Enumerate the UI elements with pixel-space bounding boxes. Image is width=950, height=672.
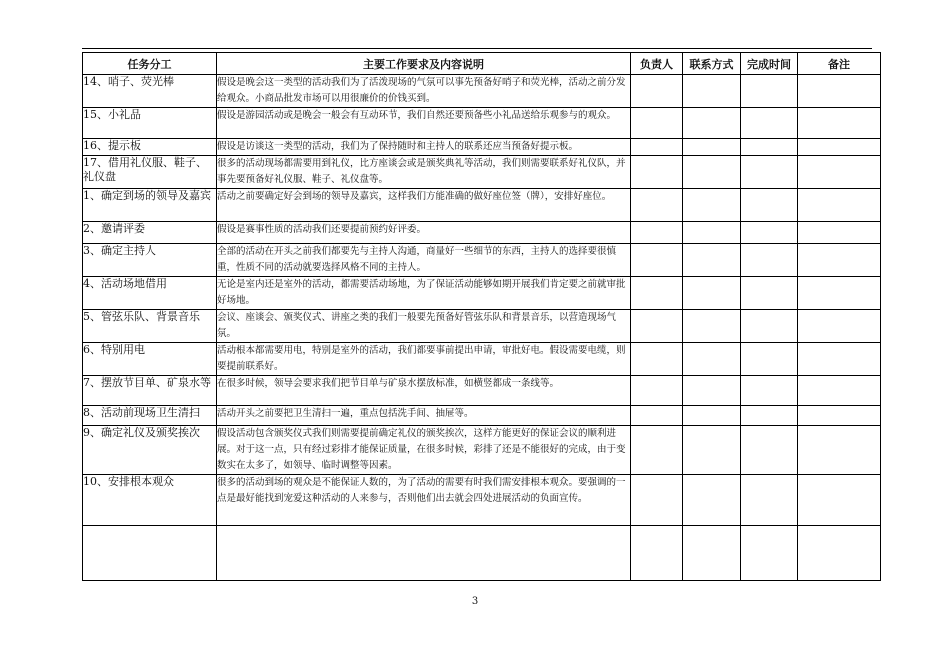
contact-cell <box>683 343 741 376</box>
description-cell: 假设是游园活动或是晚会一般会有互动环节，我们自然还要预备些小礼品送给乐观参与的观众。 <box>217 108 631 139</box>
task-cell: 5、管弦乐队、背景音乐 <box>83 310 217 343</box>
task-cell: 9、确定礼仪及颁奖挨次 <box>83 426 217 475</box>
notes-cell <box>798 156 881 189</box>
task-cell: 16、提示板 <box>83 139 217 156</box>
header-owner: 负责人 <box>631 53 683 75</box>
contact-cell <box>683 310 741 343</box>
notes-cell <box>798 277 881 310</box>
notes-cell <box>798 343 881 376</box>
notes-cell <box>798 222 881 244</box>
contact-cell <box>683 222 741 244</box>
deadline-cell <box>741 376 798 406</box>
contact-cell <box>683 244 741 277</box>
deadline-cell <box>741 343 798 376</box>
task-cell: 10、安排根本观众 <box>83 475 217 526</box>
description-cell: 活动开头之前要把卫生清扫一遍，重点包括洗手间、抽屉等。 <box>217 406 631 426</box>
contact-cell <box>683 277 741 310</box>
task-table <box>82 52 881 581</box>
deadline-cell <box>741 108 798 139</box>
header-deadline: 完成时间 <box>741 53 798 75</box>
owner-cell <box>631 75 683 108</box>
owner-cell <box>631 189 683 222</box>
task-cell: 17、借用礼仪服、鞋子、礼仪盘 <box>83 156 217 189</box>
contact-cell <box>683 156 741 189</box>
owner-cell <box>631 343 683 376</box>
notes-cell <box>798 75 881 108</box>
task-cell: 1、确定到场的领导及嘉宾 <box>83 189 217 222</box>
deadline-cell <box>741 426 798 475</box>
deadline-cell <box>741 156 798 189</box>
header-notes: 备注 <box>798 53 881 75</box>
description-cell: 假设活动包含颁奖仪式我们则需要提前确定礼仪的颁奖挨次，这样方能更好的保证会议的顺利进展。对于这一点，只有经过彩排才能保证质量，在很多时候，彩排了还是不能很好的完成，由于变数实在太多了，如领导、临时调整等因素。 <box>217 426 631 475</box>
task-cell: 7、摆放节目单、矿泉水等 <box>83 376 217 406</box>
table-row <box>83 475 881 526</box>
deadline-cell <box>741 189 798 222</box>
notes-cell <box>798 406 881 426</box>
top-rule <box>82 48 872 49</box>
table-row <box>83 310 881 343</box>
owner-cell <box>631 108 683 139</box>
description-cell: 无论是室内还是室外的活动，都需要活动场地，为了保证活动能够如期开展我们肯定要之前就审批好场地。 <box>217 277 631 310</box>
table-row <box>83 244 881 277</box>
owner-cell <box>631 277 683 310</box>
table-row <box>83 75 881 108</box>
deadline-cell <box>741 406 798 426</box>
notes-cell <box>798 376 881 406</box>
owner-cell <box>631 244 683 277</box>
notes-cell <box>798 426 881 475</box>
task-cell: 8、活动前现场卫生清扫 <box>83 406 217 426</box>
table-row <box>83 139 881 156</box>
task-cell <box>83 526 217 581</box>
description-cell: 假设是访谈这一类型的活动，我们为了保持随时和主持人的联系还应当预备好提示板。 <box>217 139 631 156</box>
table-row <box>83 343 881 376</box>
table-row <box>83 189 881 222</box>
contact-cell <box>683 139 741 156</box>
header-task: 任务分工 <box>83 53 217 75</box>
table-row <box>83 406 881 426</box>
description-cell: 活动之前要确定好会到场的领导及嘉宾，这样我们方能准确的做好座位签（牌），安排好座位。 <box>217 189 631 222</box>
notes-cell <box>798 244 881 277</box>
owner-cell <box>631 376 683 406</box>
contact-cell <box>683 475 741 526</box>
task-cell: 3、确定主持人 <box>83 244 217 277</box>
contact-cell <box>683 108 741 139</box>
notes-cell <box>798 310 881 343</box>
description-cell: 假设是赛事性质的活动我们还要提前预约好评委。 <box>217 222 631 244</box>
deadline-cell <box>741 277 798 310</box>
notes-cell <box>798 139 881 156</box>
owner-cell <box>631 156 683 189</box>
header-row <box>83 53 881 75</box>
table-row <box>83 222 881 244</box>
description-cell: 全部的活动在开头之前我们都要先与主持人沟通，商量好一些细节的东西，主持人的选择要很慎重，性质不同的活动就要选择风格不同的主持人。 <box>217 244 631 277</box>
task-cell: 6、特别用电 <box>83 343 217 376</box>
task-cell: 15、小礼品 <box>83 108 217 139</box>
table-row <box>83 277 881 310</box>
task-cell: 4、活动场地借用 <box>83 277 217 310</box>
deadline-cell <box>741 310 798 343</box>
owner-cell <box>631 310 683 343</box>
contact-cell <box>683 376 741 406</box>
notes-cell <box>798 526 881 581</box>
deadline-cell <box>741 526 798 581</box>
description-cell: 活动根本都需要用电，特别是室外的活动，我们都要事前提出申请，审批好电。假设需要电缆，则要提前联系好。 <box>217 343 631 376</box>
owner-cell <box>631 139 683 156</box>
header-contact: 联系方式 <box>683 53 741 75</box>
owner-cell <box>631 426 683 475</box>
deadline-cell <box>741 139 798 156</box>
contact-cell <box>683 426 741 475</box>
notes-cell <box>798 108 881 139</box>
owner-cell <box>631 406 683 426</box>
contact-cell <box>683 526 741 581</box>
description-cell: 会议、座谈会、颁奖仪式、讲座之类的我们一般要先预备好管弦乐队和背景音乐，以营造现场气氛。 <box>217 310 631 343</box>
contact-cell <box>683 75 741 108</box>
table-row <box>83 156 881 189</box>
owner-cell <box>631 222 683 244</box>
description-cell: 假设是晚会这一类型的活动我们为了活泼现场的气氛可以事先预备好哨子和荧光棒，活动之前分发给观众。小商品批发市场可以用很廉价的价钱买到。 <box>217 75 631 108</box>
deadline-cell <box>741 75 798 108</box>
owner-cell <box>631 526 683 581</box>
contact-cell <box>683 406 741 426</box>
table-row <box>83 108 881 139</box>
table-row-empty <box>83 526 881 581</box>
description-cell: 在很多时候，领导会要求我们把节目单与矿泉水摆放标准，如横竖都成一条线等。 <box>217 376 631 406</box>
contact-cell <box>683 189 741 222</box>
deadline-cell <box>741 222 798 244</box>
description-cell <box>217 526 631 581</box>
deadline-cell <box>741 244 798 277</box>
deadline-cell <box>741 475 798 526</box>
description-cell: 很多的活动到场的观众是不能保证人数的，为了活动的需要有时我们需安排根本观众。要强调的一点是最好能找到宠爱这种活动的人来参与，否则他们出去就会四处进展活动的负面宣传。 <box>217 475 631 526</box>
page-number: 3 <box>471 596 479 607</box>
description-cell: 很多的活动现场都需要用到礼仪，比方座谈会或是颁奖典礼等活动，我们则需要联系好礼仪队，并事先要预备好礼仪服、鞋子、礼仪盘等。 <box>217 156 631 189</box>
notes-cell <box>798 189 881 222</box>
table-row <box>83 376 881 406</box>
task-cell: 2、邀请评委 <box>83 222 217 244</box>
notes-cell <box>798 475 881 526</box>
table-row <box>83 426 881 475</box>
owner-cell <box>631 475 683 526</box>
task-cell: 14、哨子、荧光棒 <box>83 75 217 108</box>
header-description: 主要工作要求及内容说明 <box>217 53 631 75</box>
